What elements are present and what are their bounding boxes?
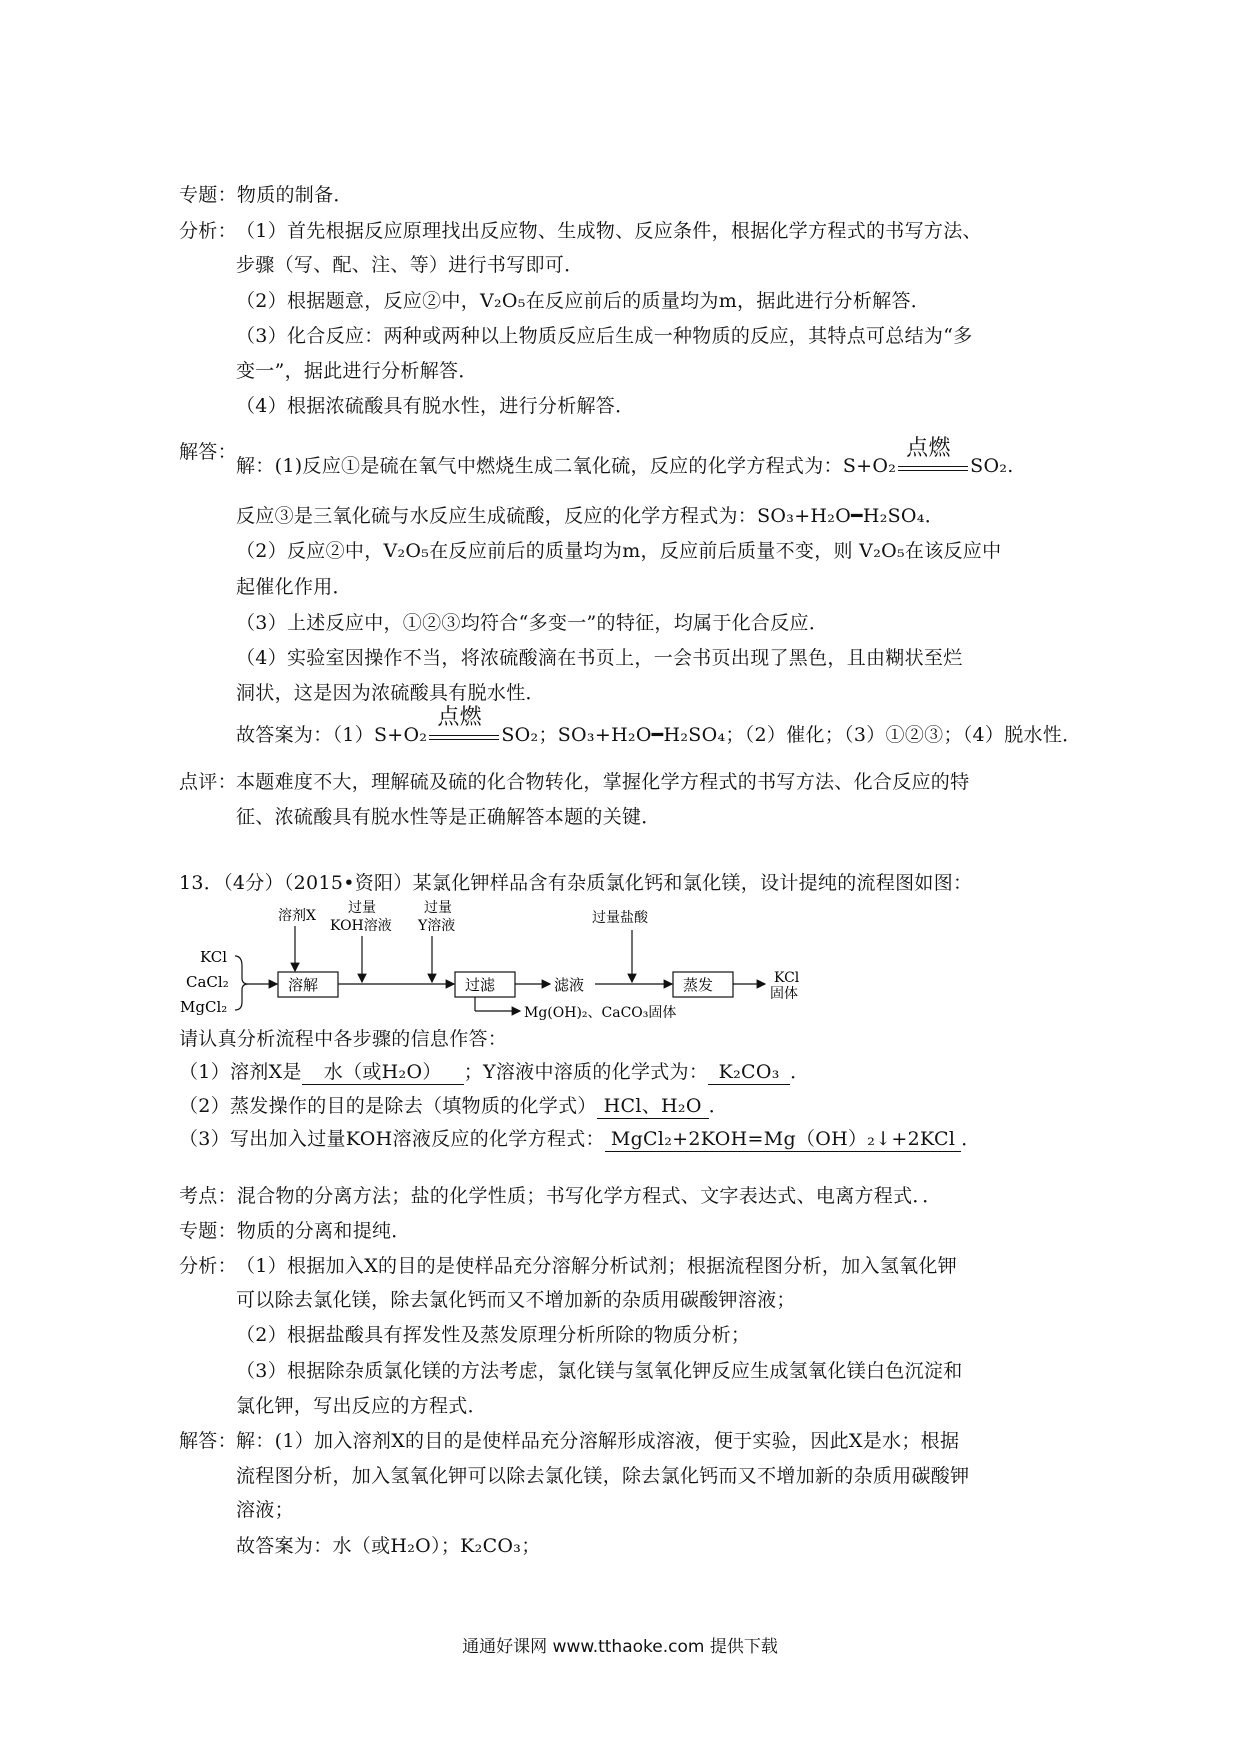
answer-line-equation — [236, 436, 1014, 478]
analysis-label: 分析： — [179, 220, 237, 242]
reaction-condition: 点燃 — [437, 705, 482, 730]
comment-label: 点评： — [179, 771, 237, 793]
analysis-line: （4）根据浓硫酸具有脱水性，进行分析解答． — [236, 395, 635, 417]
analysis-line: （2）根据盐酸具有挥发性及蒸发原理分析所除的物质分析； — [236, 1324, 751, 1346]
question-13-part2 — [179, 1094, 728, 1119]
analysis-line: （1）根据加入X的目的是使样品充分溶解分析试剂；根据流程图分析，加入氢氧化钾 — [236, 1255, 958, 1277]
analysis-label: 分析： — [179, 1255, 237, 1277]
point-label: 考点： — [179, 1185, 237, 1207]
input-brace — [235, 956, 248, 1010]
answer-line: 解：(1）加入溶剂X的目的是使样品充分溶解形成溶液，便于实验，因此X是水；根据 — [236, 1430, 960, 1452]
answer-line: 洞状，这是因为浓硫酸具有脱水性． — [236, 682, 545, 704]
analysis-line: 步骤（写、配、注、等）进行书写即可． — [236, 254, 584, 276]
answer-line: （2）反应②中，V₂O₅在反应前后的质量均为m，反应前后质量不变，则 V₂O₅在该反应中 — [236, 540, 1002, 562]
reagent-solvent-x: 溶剂X — [278, 908, 316, 924]
reagent-y-a: 过量 — [424, 900, 452, 916]
reagent-koh-a: 过量 — [348, 900, 376, 916]
svg-text:过滤: 过滤 — [465, 976, 496, 994]
analysis-line: （1）首先根据反应原理找出反应物、生成物、反应条件，根据化学方程式的书写方法、 — [236, 220, 982, 242]
answer-text: SO₂. — [970, 455, 1014, 477]
answer-blank: K₂CO₃ — [708, 1060, 790, 1085]
question-13-part3 — [179, 1127, 981, 1152]
final-answer-line — [236, 705, 1082, 747]
reaction-arrow — [898, 436, 968, 478]
input-kcl: KCl — [200, 948, 228, 966]
filtrate-label: 滤液 — [554, 976, 585, 994]
answer-label: 解答： — [179, 441, 237, 463]
answer-line: （4）实验室因操作不当，将浓硫酸滴在书页上，一会书页出现了黑色，且由糊状至烂 — [236, 647, 963, 669]
question-13-prompt: 请认真分析流程中各步骤的信息作答： — [179, 1028, 508, 1050]
q-text: （3）写出加入过量KOH溶液反应的化学方程式： — [179, 1128, 605, 1150]
topic-text: 物质的制备． — [236, 184, 353, 206]
q-text: ． — [961, 1128, 981, 1150]
reaction-arrow — [429, 705, 499, 747]
analysis-line: 可以除去氯化镁，除去氯化钙而又不增加新的杂质用碳酸钾溶液； — [236, 1289, 796, 1311]
analysis-line: （3）根据除杂质氯化镁的方法考虑，氯化镁与氢氧化钾反应生成氢氧化镁白色沉淀和 — [236, 1360, 963, 1382]
answer-line: 流程图分析，加入氢氧化钾可以除去氯化镁，除去氯化钙而又不增加新的杂质用碳酸钾 — [236, 1465, 970, 1487]
topic-label: 专题： — [179, 1220, 237, 1242]
input-mgcl2: MgCl₂ — [180, 998, 228, 1016]
page-footer: 通通好课网 www.tthaoke.com 提供下载 — [462, 1637, 778, 1657]
question-13-title: 13．（4分）（2015•资阳）某氯化钾样品含有杂质氯化钙和氯化镁，设计提纯的流程图如图： — [179, 872, 973, 894]
answer-text: 解：(1)反应①是硫在氧气中燃烧生成二氧化硫，反应的化学方程式为：S+O₂ — [236, 455, 897, 477]
analysis-line: （2）根据题意，反应②中，V₂O₅在反应前后的质量均为m，据此进行分析解答． — [236, 290, 931, 312]
point-text: 混合物的分离方法；盐的化学性质；书写化学方程式、文字表达式、电离方程式．． — [236, 1185, 942, 1207]
output-solid: 固体 — [770, 986, 798, 1002]
svg-text:溶解: 溶解 — [288, 976, 319, 994]
answer-line: 反应③是三氧化硫与水反应生成硫酸，反应的化学方程式为：SO₃+H₂O━H₂SO₄． — [236, 505, 945, 527]
answer-text: SO₂；SO₃+H₂O━H₂SO₄；（2）催化；（3）①②③；（4）脱水性． — [501, 724, 1082, 746]
answer-line: 起催化作用． — [236, 576, 352, 598]
topic-line-1 — [179, 183, 353, 207]
reagent-koh-b: KOH溶液 — [330, 918, 392, 934]
analysis-line: 变一”，据此进行分析解答． — [236, 360, 478, 382]
answer-line: 故答案为：水（或H₂O）；K₂CO₃； — [236, 1535, 541, 1557]
answer-blank: HCl、H₂O — [597, 1094, 709, 1119]
analysis-line: （3）化合反应：两种或两种以上物质反应后生成一种物质的反应，其特点可总结为“多 — [236, 325, 973, 347]
topic-label: 专题： — [179, 184, 237, 206]
topic-line-2 — [179, 1219, 411, 1243]
input-cacl2: CaCl₂ — [186, 973, 229, 991]
analysis-line: 氯化钾，写出反应的方程式． — [236, 1395, 487, 1417]
reagent-y-b: Y溶液 — [418, 918, 456, 934]
answer-blank: MgCl₂+2KOH=Mg（OH）₂↓+2KCl — [605, 1127, 961, 1152]
q-text: （1）溶剂X是 — [179, 1061, 302, 1083]
answer-label: 解答： — [179, 1430, 237, 1452]
comment-line: 征、浓硫酸具有脱水性等是正确解答本题的关键． — [236, 806, 661, 828]
comment-line: 本题难度不大，理解硫及硫的化合物转化，掌握化学方程式的书写方法、化合反应的特 — [236, 771, 970, 793]
q-text: ；Y溶液中溶质的化学式为： — [463, 1061, 709, 1083]
question-13-part1 — [179, 1060, 809, 1085]
q-text: ． — [708, 1095, 729, 1117]
point-line — [179, 1184, 942, 1208]
reagent-hcl: 过量盐酸 — [592, 910, 648, 926]
answer-line: 溶液； — [236, 1499, 294, 1521]
reaction-condition: 点燃 — [906, 436, 951, 461]
svg-text:蒸发: 蒸发 — [683, 976, 714, 994]
answer-blank: 水（或H₂O） — [302, 1060, 464, 1085]
q-text: ． — [790, 1061, 810, 1083]
topic-text: 物质的分离和提纯． — [236, 1220, 411, 1242]
answer-line: （3）上述反应中，①②③均符合“多变一”的特征，均属于化合反应． — [236, 612, 829, 634]
q-text: （2）蒸发操作的目的是除去（填物质的化学式） — [179, 1095, 597, 1117]
flow-diagram — [180, 900, 840, 1025]
answer-text: 故答案为：（1）S+O₂ — [236, 724, 428, 746]
precipitate-label: Mg(OH)₂、CaCO₃固体 — [524, 1005, 677, 1021]
output-kcl: KCl — [774, 970, 800, 986]
